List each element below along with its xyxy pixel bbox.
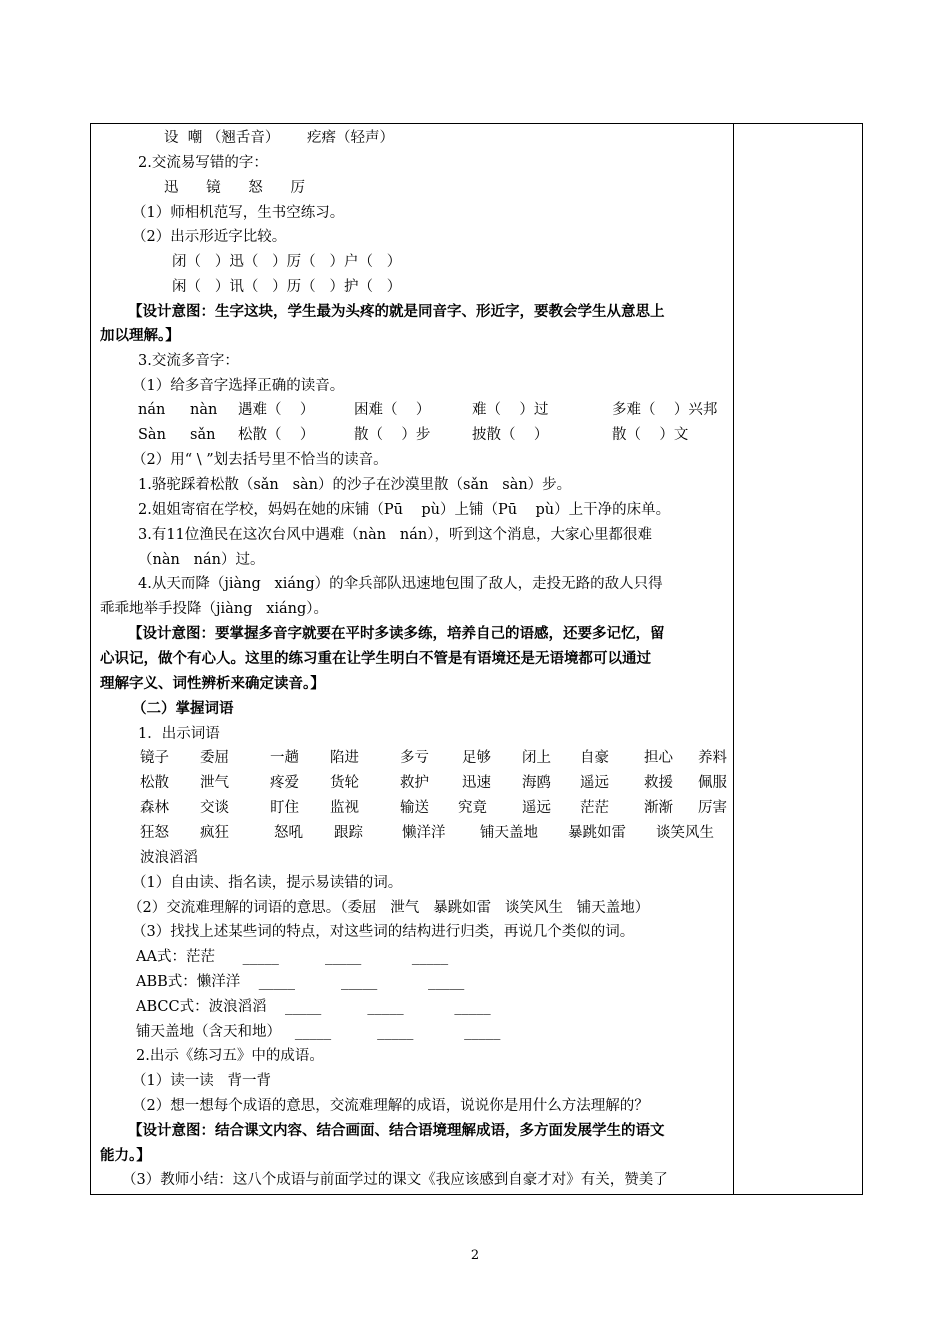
pinyin-row	[138, 398, 732, 422]
text-line: 迅 镜 怒 厉	[164, 180, 305, 196]
design-intent: 【设计意图：结合课文内容、结合画面、结合语境理解成语，多方面发展学生的语文	[128, 1122, 665, 1139]
vocab-word: 究竟	[458, 800, 487, 816]
pinyin: Sàn	[138, 427, 166, 443]
text-line: 3.有11位渔民在这次台风中遇难（nàn nán），听到这个消息，大家心里都很难	[138, 527, 653, 543]
text-line: （2）想一想每个成语的意思，交流难理解的成语，说说你是用什么方法理解的？	[132, 1098, 649, 1114]
text-line: 设 嘲 （翘舌音） 疙瘩（轻声）	[164, 130, 394, 146]
vocab-word: 货轮	[330, 775, 359, 791]
text-line: （1）读一读 背一背	[132, 1073, 272, 1089]
vocab-word: 佩服	[698, 775, 727, 791]
text-line: （2）出示形近字比较。	[132, 229, 287, 245]
text-line: （1）给多音字选择正确的读音。	[132, 378, 345, 394]
vocab-word: 盯住	[270, 800, 299, 816]
polyphone-item: 披散（ ）	[472, 427, 549, 443]
pinyin: nán	[138, 402, 166, 418]
design-intent: 能力。】	[100, 1147, 151, 1164]
text-line: 1.骆驼踩着松散（sǎn sàn）的沙子在沙漠里散（sǎn sàn）步。	[138, 477, 572, 493]
vocab-word: 跟踪	[334, 825, 363, 841]
word-row	[140, 821, 732, 845]
design-intent: 理解字义、词性辨析来确定读音。】	[100, 675, 325, 692]
vocab-word: 救援	[644, 775, 673, 791]
vocab-word: 闭上	[522, 750, 551, 766]
vocab-word: 海鸥	[522, 775, 551, 791]
vocab-word: 担心	[644, 750, 673, 766]
text-line: 闭（ ）迅（ ）厉（ ）户（ ）	[172, 254, 402, 270]
vocab-word: 谈笑风生	[656, 825, 714, 841]
vocab-word: 波浪滔滔	[140, 850, 198, 866]
lesson-content	[92, 126, 732, 1192]
vocab-word: 疯狂	[200, 825, 229, 841]
vocab-word: 松散	[140, 775, 169, 791]
vocab-word: 疼爱	[270, 775, 299, 791]
text-line: （nàn nán）过。	[138, 552, 265, 568]
polyphone-item: 散（ ）步	[354, 427, 431, 443]
text-line: （1）自由读、指名读，提示易读错的词。	[132, 875, 403, 891]
polyphone-item: 遇难（ ）	[238, 402, 315, 418]
design-intent: 心识记，做个有心人。这里的练习重在让学生明白不管是有语境还是无语境都可以通过	[100, 650, 651, 667]
vocab-word: 足够	[462, 750, 491, 766]
vocab-word: 救护	[400, 775, 429, 791]
vocab-word: 输送	[400, 800, 429, 816]
vocab-word: 厉害	[698, 800, 727, 816]
vocab-word: 自豪	[580, 750, 609, 766]
word-row	[140, 771, 732, 795]
page-number: 2	[470, 1248, 480, 1263]
vocab-word: 懒洋洋	[402, 825, 446, 841]
text-line: ABB式：懒洋洋 _____ _____ _____	[136, 974, 465, 990]
polyphone-item: 困难（ ）	[354, 402, 431, 418]
vocab-word: 渐渐	[644, 800, 673, 816]
vocab-word: 多亏	[400, 750, 429, 766]
design-intent: 加以理解。】	[100, 327, 180, 344]
word-row	[140, 796, 732, 820]
vocab-word: 怒吼	[274, 825, 303, 841]
text-line: 2.姐姐寄宿在学校，妈妈在她的床铺（Pū pù）上铺（Pū pù）上干净的床单。	[138, 502, 671, 518]
design-intent: 【设计意图：要掌握多音字就要在平时多读多练，培养自己的语感，还要多记忆，留	[128, 625, 665, 642]
text-line: 2.出示《练习五》中的成语。	[136, 1048, 324, 1064]
vocab-word: 泄气	[200, 775, 229, 791]
text-line: （2）用“ \ ”划去括号里不恰当的读音。	[132, 452, 388, 468]
vocab-word: 监视	[330, 800, 359, 816]
vocab-word: 铺天盖地	[480, 825, 538, 841]
polyphone-item: 难（ ）过	[472, 402, 549, 418]
vocab-word: 森林	[140, 800, 169, 816]
section-heading: 3.交流多音字：	[138, 353, 239, 369]
vocab-word: 茫茫	[580, 800, 609, 816]
text-line: AA式：茫茫 _____ _____ _____	[136, 949, 449, 965]
polyphone-item: 散（ ）文	[612, 427, 689, 443]
table-column-divider	[733, 123, 734, 1195]
vocab-word: 狂怒	[140, 825, 169, 841]
vocab-word: 养料	[698, 750, 727, 766]
vocab-word: 陷进	[330, 750, 359, 766]
pinyin-row	[138, 423, 732, 447]
section-heading: （二）掌握词语	[132, 700, 234, 717]
text-line: （1）师相机范写，生书空练习。	[132, 205, 345, 221]
text-line: 2.交流易写错的字：	[138, 155, 268, 171]
vocab-word: 镜子	[140, 750, 169, 766]
text-line: 1．出示词语	[138, 726, 220, 742]
vocab-word: 迅速	[462, 775, 491, 791]
vocab-word: 暴跳如雷	[568, 825, 626, 841]
text-line: （2）交流难理解的词语的意思。（委屈 泄气 暴跳如雷 谈笑风生 铺天盖地）	[128, 900, 650, 916]
polyphone-item: 多难（ ）兴邦	[612, 402, 718, 418]
pinyin: nàn	[190, 402, 218, 418]
pinyin: sǎn	[190, 427, 216, 443]
vocab-word: 委屈	[200, 750, 229, 766]
vocab-word: 遥远	[522, 800, 551, 816]
word-row	[140, 746, 732, 770]
text-line: 闲（ ）讯（ ）历（ ）护（ ）	[172, 279, 402, 295]
text-line: （3）教师小结：这八个成语与前面学过的课文《我应该感到自豪才对》有关，赞美了	[122, 1172, 668, 1188]
vocab-word: 一趟	[270, 750, 299, 766]
text-line: 乖乖地举手投降（jiàng xiáng）。	[100, 601, 329, 617]
design-intent: 【设计意图：生字这块，学生最为头疼的就是同音字、形近字，要教会学生从意思上	[128, 303, 665, 320]
text-line: ABCC式：波浪滔滔 _____ _____ _____	[136, 999, 491, 1015]
text-line: 铺天盖地（含天和地） _____ _____ _____	[136, 1024, 501, 1040]
text-line: （3）找找上述某些词的特点，对这些词的结构进行归类，再说几个类似的词。	[132, 924, 635, 940]
polyphone-item: 松散（ ）	[238, 427, 315, 443]
vocab-word: 交谈	[200, 800, 229, 816]
vocab-word: 遥远	[580, 775, 609, 791]
text-line: 4.从天而降（jiàng xiáng）的伞兵部队迅速地包围了敌人，走投无路的敌人只得	[138, 576, 663, 592]
